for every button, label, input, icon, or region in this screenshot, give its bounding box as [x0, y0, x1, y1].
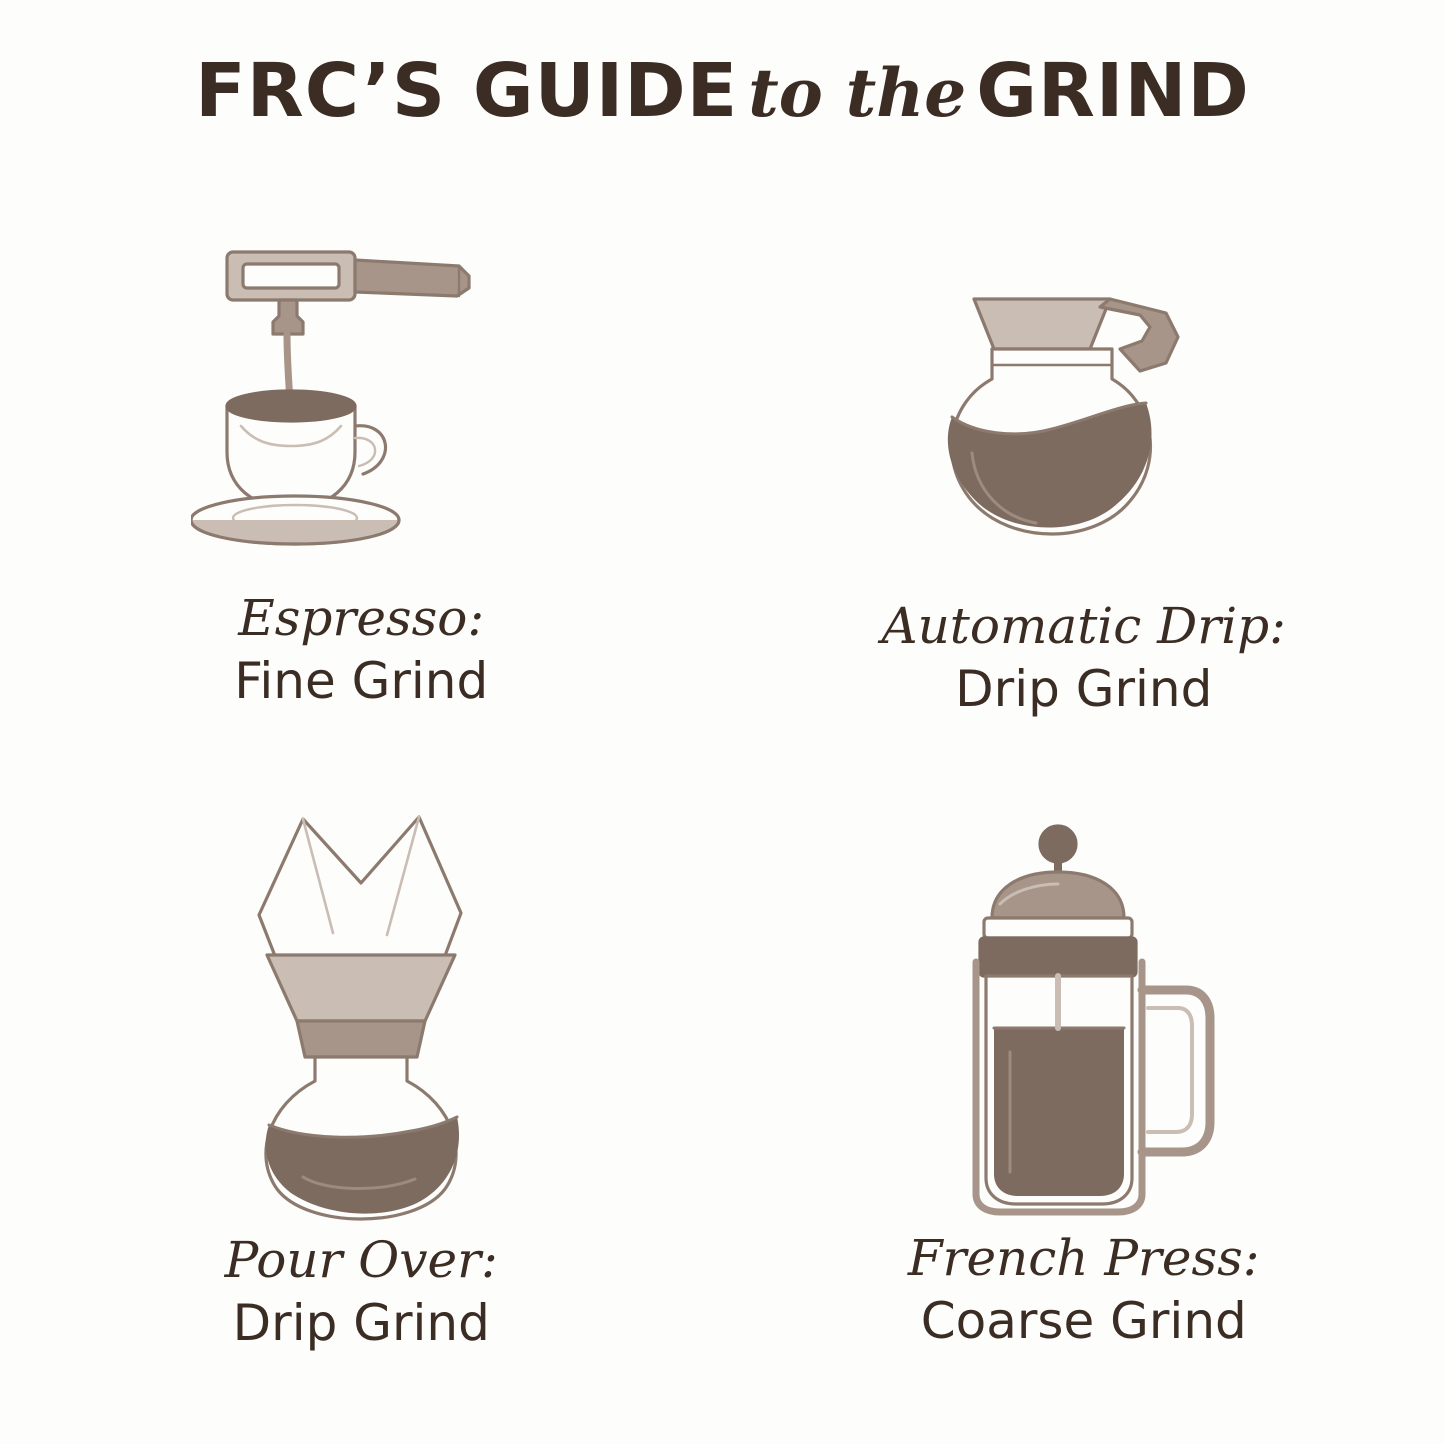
grind-label-french-press: Coarse Grind [920, 1292, 1247, 1350]
caption-espresso [234, 589, 488, 711]
title-part-one: FRC’S GUIDE [195, 48, 739, 134]
page-title [0, 48, 1445, 134]
french-press-icon [874, 817, 1294, 1227]
method-label-espresso: Espresso: [238, 589, 485, 647]
brew-method-card-french-press [723, 795, 1445, 1415]
pour-over-chemex-icon [151, 805, 571, 1225]
brew-method-grid [0, 175, 1445, 1415]
grind-label-automatic-drip: Drip Grind [955, 660, 1213, 718]
brew-method-card-automatic-drip [723, 175, 1445, 795]
caption-pour-over [225, 1231, 498, 1353]
brew-method-card-pour-over [0, 795, 723, 1415]
espresso-machine-cup-icon [151, 215, 571, 575]
method-label-automatic-drip: Automatic Drip: [881, 597, 1287, 655]
title-part-two: to the [748, 54, 967, 132]
grind-label-pour-over: Drip Grind [232, 1294, 490, 1352]
caption-automatic-drip [881, 597, 1286, 719]
drip-coffee-carafe-icon [874, 223, 1294, 583]
caption-french-press [908, 1229, 1260, 1351]
brew-method-card-espresso [0, 175, 723, 795]
method-label-french-press: French Press: [907, 1229, 1260, 1287]
grind-label-espresso: Fine Grind [234, 652, 489, 710]
method-label-pour-over: Pour Over: [224, 1231, 498, 1289]
title-part-three: GRIND [976, 48, 1250, 134]
